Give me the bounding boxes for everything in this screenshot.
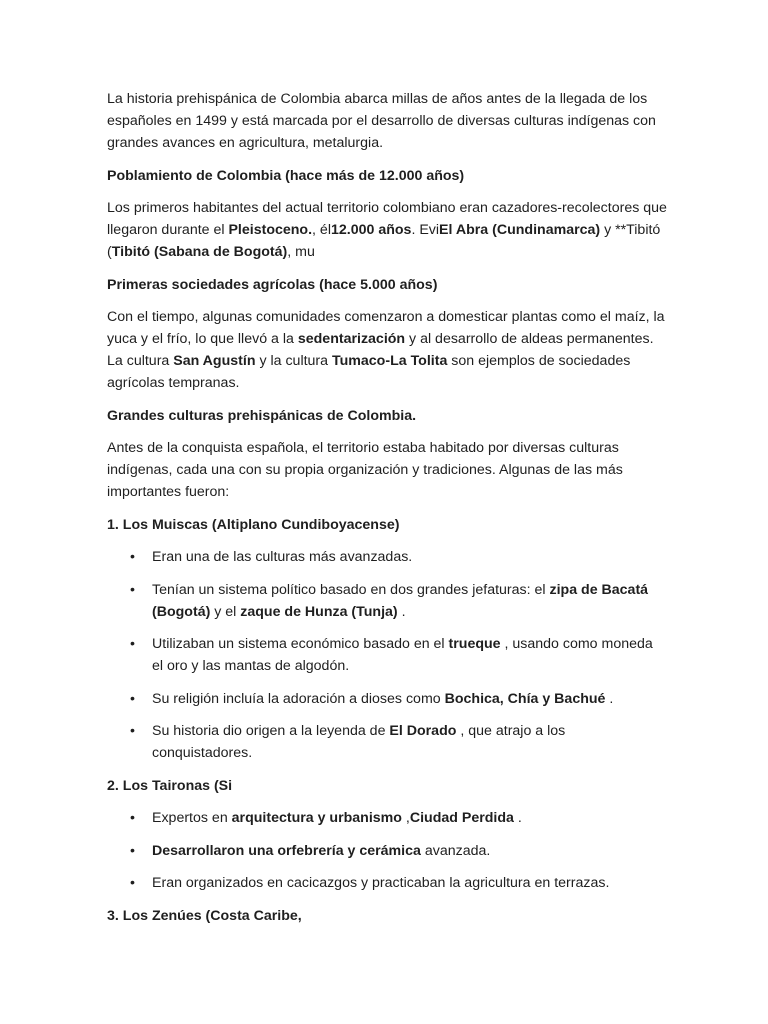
list-item: • Su historia dio origen a la leyenda de El Dorado , que atrajo a los conquistadores. [152, 720, 667, 764]
list-muiscas [107, 546, 667, 764]
heading-sociedades-agricolas: Primeras sociedades agrícolas (hace 5.000 años) [107, 276, 438, 293]
heading-muiscas: 1. Los Muiscas (Altiplano Cundiboyacense) [107, 516, 400, 533]
paragraph-grandes-culturas: Antes de la conquista española, el territorio estaba habitado por diversas culturas indígenas, cada una con su propia organización y tradiciones. Algunas de las más importantes fueron: [107, 440, 623, 500]
list-item: • Tenían un sistema político basado en dos grandes jefaturas: el zipa de Bacatá (Bogotá) y el zaque de Hunza (Tunja) . [152, 579, 667, 623]
heading-grandes-culturas: Grandes culturas prehispánicas de Colombia. [107, 407, 417, 424]
list-item: • Su religión incluía la adoración a dioses como Bochica, Chía y Bachué . [152, 688, 667, 710]
heading-zenues: 3. Los Zenúes (Costa Caribe, [107, 907, 302, 924]
list-item: • Expertos en arquitectura y urbanismo ,Ciudad Perdida . [152, 807, 667, 829]
list-taironas [107, 807, 667, 894]
list-item: • Eran organizados en cacicazgos y practicaban la agricultura en terrazas. [152, 872, 667, 894]
paragraph-poblamiento: Los primeros habitantes del actual territorio colombiano eran cazadores-recolectores que llegaron durante el Pleistoceno., él12.000 años. EviEl Abra (Cundinamarca) y **Tibitó (Tibitó (Sabana de Bogotá), mu [107, 200, 667, 260]
heading-taironas: 2. Los Taironas (Si [107, 777, 233, 794]
list-item: • Desarrollaron una orfebrería y cerámica avanzada. [152, 840, 667, 862]
paragraph-sociedades-agricolas: Con el tiempo, algunas comunidades comenzaron a domesticar plantas como el maíz, la yuca y el frío, lo que llevó a la sedentarización y al desarrollo de aldeas permanentes. La cultura San Agustín y la cultura Tumaco-La Tolita son ejemplos de sociedades agrícolas tempranas. [107, 309, 665, 391]
intro-paragraph: La historia prehispánica de Colombia abarca millas de años antes de la llegada de los españoles en 1499 y está marcada por el desarrollo de diversas culturas indígenas con grandes avances en agricultura, metalurgia. [107, 91, 656, 151]
heading-poblamiento: Poblamiento de Colombia (hace más de 12.000 años) [107, 167, 465, 184]
document-page [107, 88, 667, 937]
list-item: • Eran una de las culturas más avanzadas. [152, 546, 667, 568]
list-item: • Utilizaban un sistema económico basado en el trueque , usando como moneda el oro y las mantas de algodón. [152, 633, 667, 677]
